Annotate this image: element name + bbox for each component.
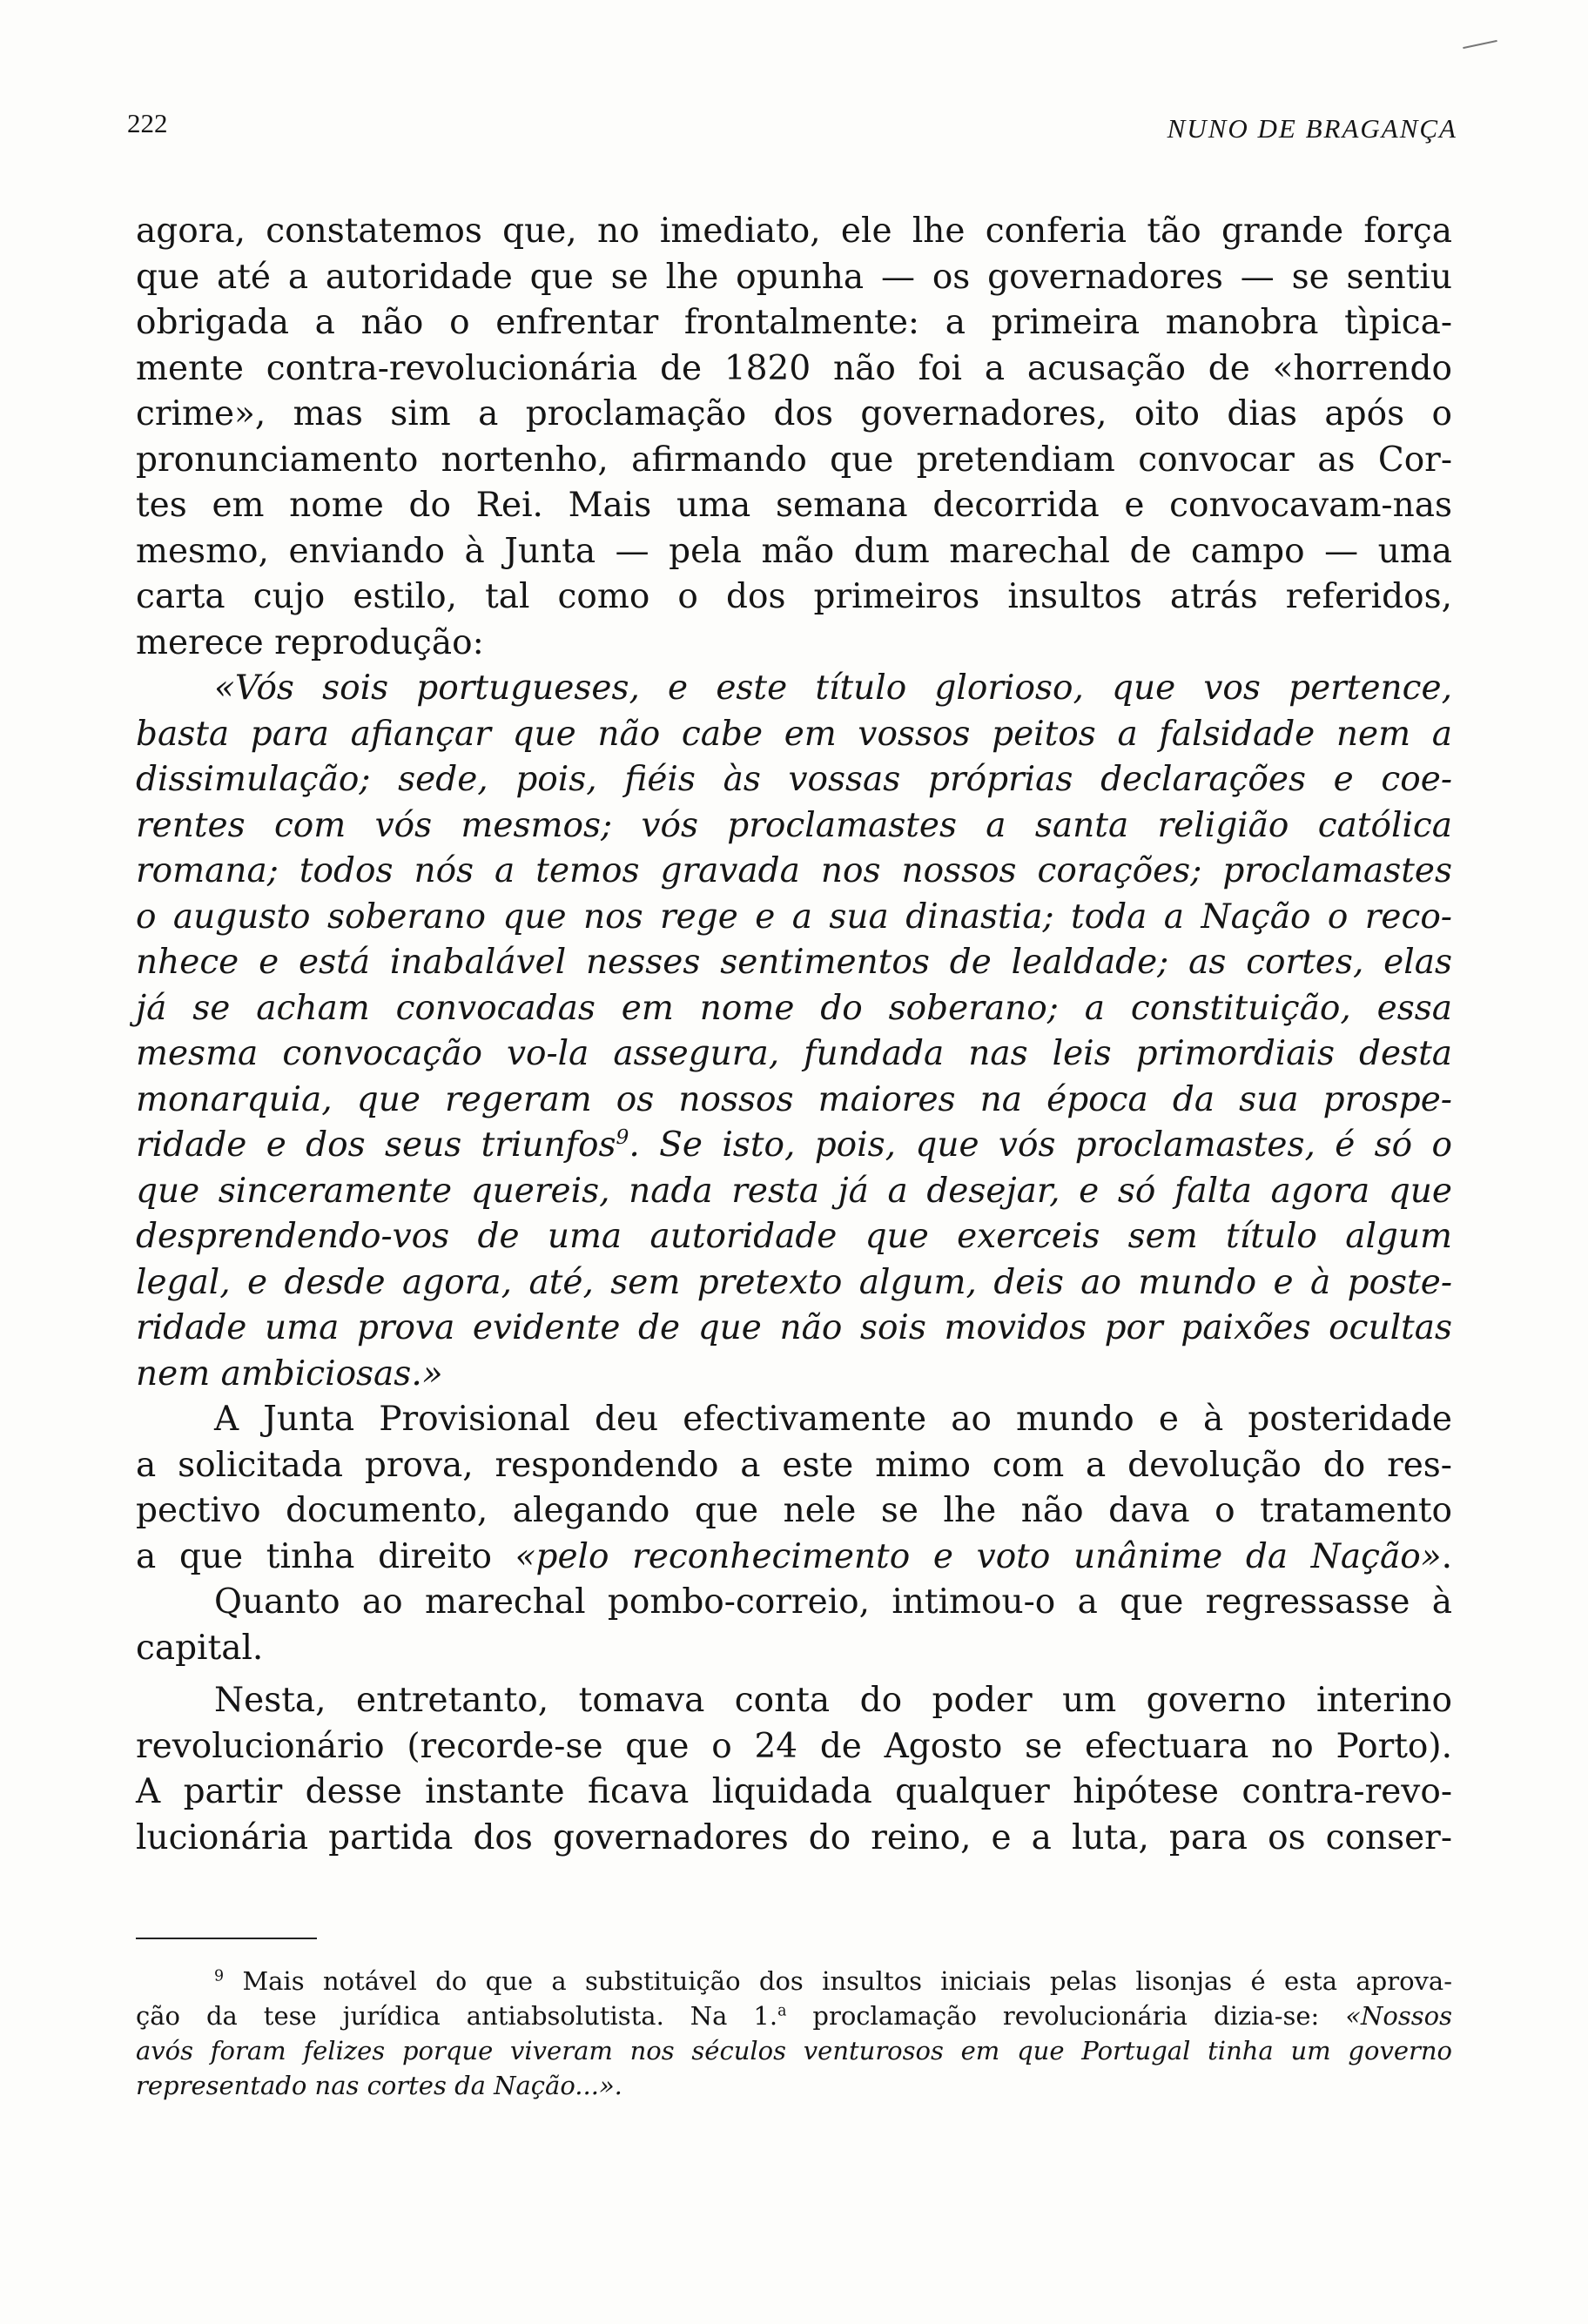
text-line: crime», mas sim a proclamação dos governadores, oito dias após o [136,394,1452,433]
paragraph [136,1580,1452,1671]
text-fragment: proclamação revolucionária dizia-se: [786,2001,1346,2031]
text-line: rentes com vós mesmos; vós proclamastes a santa religião católica [136,805,1452,845]
text-fragment: . Se isto, pois, que vós proclamastes, é só o [629,1125,1452,1165]
footnote-line: avós foram felizes porque viveram nos séculos venturosos em que Portugal tinha um governo [136,2036,1452,2065]
footnote [136,1964,1452,2103]
text-line: A partir desse instante ficava liquidada qualquer hipótese contra-revo- [136,1772,1452,1811]
footnote-line [136,1998,1452,2033]
text-line: merece reprodução: [136,622,484,662]
text-line: revolucionário (recorde-se que o 24 de Agosto se efectuara no Porto). [136,1726,1452,1766]
text-fragment: ção da tese jurídica antiabsolutista. Na 1. [136,2001,778,2031]
italic-quote: «Nossos [1345,2001,1452,2031]
text-line: pronunciamento nortenho, afirmando que pretendiam convocar as Cor- [136,440,1452,480]
running-head: NUNO DE BRAGANÇA [1167,113,1457,144]
text-line: legal, e desde agora, até, sem pretexto algum, deis ao mundo e à poste- [136,1262,1452,1302]
text-line: mente contra-revolucionária de 1820 não foi a acusação de «horrendo [136,348,1452,388]
text-line: «Vós sois portugueses, e este título glorioso, que vos pertence, [214,668,1452,708]
text-line [136,1535,1452,1581]
text-line: pectivo documento, alegando que nele se lhe não dava o tratamento [136,1491,1452,1530]
text-line: nhece e está inabalável nesses sentimentos de lealdade; as cortes, elas [136,943,1452,982]
footnote-line: representado nas cortes da Nação...». [136,2071,622,2100]
text-fragment: a que tinha direito [136,1536,492,1576]
text-line: a solicitada prova, respondendo a este mimo com a devolução do res- [136,1445,1452,1485]
text-fragment: ridade e dos seus triunfos [136,1125,616,1165]
text-line: monarquia, que regeram os nossos maiores na época da sua prospe- [136,1079,1452,1119]
text-line: obrigada a não o enfrentar frontalmente: a primeira manobra tìpica- [136,303,1452,342]
text-line: desprendendo-vos de uma autoridade que exerceis sem título algum [136,1217,1452,1256]
text-line: que até a autoridade que se lhe opunha — os governadores — se sentiu [136,257,1452,297]
paragraph [136,209,1452,666]
text-fragment: . [1441,1536,1452,1576]
text-line: que sinceramente quereis, nada resta já a desejar, e só falta agora que [136,1171,1452,1211]
text-line: mesmo, enviando à Junta — pela mão dum marechal de campo — uma [136,531,1452,571]
text-line [136,1123,1452,1169]
text-line: agora, constatemos que, no imediato, ele lhe conferia tão grande força [136,212,1452,251]
footnote-ref: 9 [616,1125,629,1149]
text-line: carta cujo estilo, tal como o dos primeiros insultos atrás referidos, [136,577,1452,616]
text-line: Quanto ao marechal pombo-correio, intimou-o a que regressasse à [214,1582,1452,1622]
footnote-line [136,1964,1452,1998]
text-line: dissimulação; sede, pois, fiéis às vossas próprias declarações e coe- [136,760,1452,799]
paragraph [136,1397,1452,1580]
ordinal-sup: a [777,2002,787,2020]
text-line: o augusto soberano que nos rege e a sua dinastia; toda a Nação o reco- [136,897,1452,937]
quotation [136,666,1452,1397]
text-line: nem ambiciosas.» [136,1353,443,1394]
text-line: lucionária partida dos governadores do reino, e a luta, para os conser- [136,1817,1452,1857]
footnote-rule [136,1938,317,1939]
page-number: 222 [127,108,168,138]
text-line: basta para afiançar que não cabe em vossos peitos a falsidade nem a [136,714,1452,754]
scan-mark [1463,40,1497,49]
paragraph [136,1678,1452,1861]
italic-quote: «pelo reconhecimento e voto unânime da Nação» [515,1536,1442,1576]
text-line: capital. [136,1628,264,1668]
text-line: já se acham convocadas em nome do soberano; a constituição, essa [136,988,1452,1028]
text-line: tes em nome do Rei. Mais uma semana decorrida e convocavam-nas [136,486,1452,525]
text-line: romana; todos nós a temos gravada nos nossos corações; proclamastes [136,851,1452,890]
text-line: A Junta Provisional deu efectivamente ao mundo e à posteridade [214,1400,1452,1439]
text-fragment: Mais notável do que a substituição dos insultos iniciais pelas lisonjas é esta aprova- [242,1966,1453,1996]
footnote-number: 9 [214,1967,225,1985]
text-line: ridade uma prova evidente de que não sois movidos por paixões ocultas [136,1308,1452,1347]
body-text [136,209,1452,1861]
text-line: mesma convocação vo-la assegura, fundada nas leis primordiais desta [136,1034,1452,1073]
text-line: Nesta, entretanto, tomava conta do poder um governo interino [214,1681,1452,1720]
